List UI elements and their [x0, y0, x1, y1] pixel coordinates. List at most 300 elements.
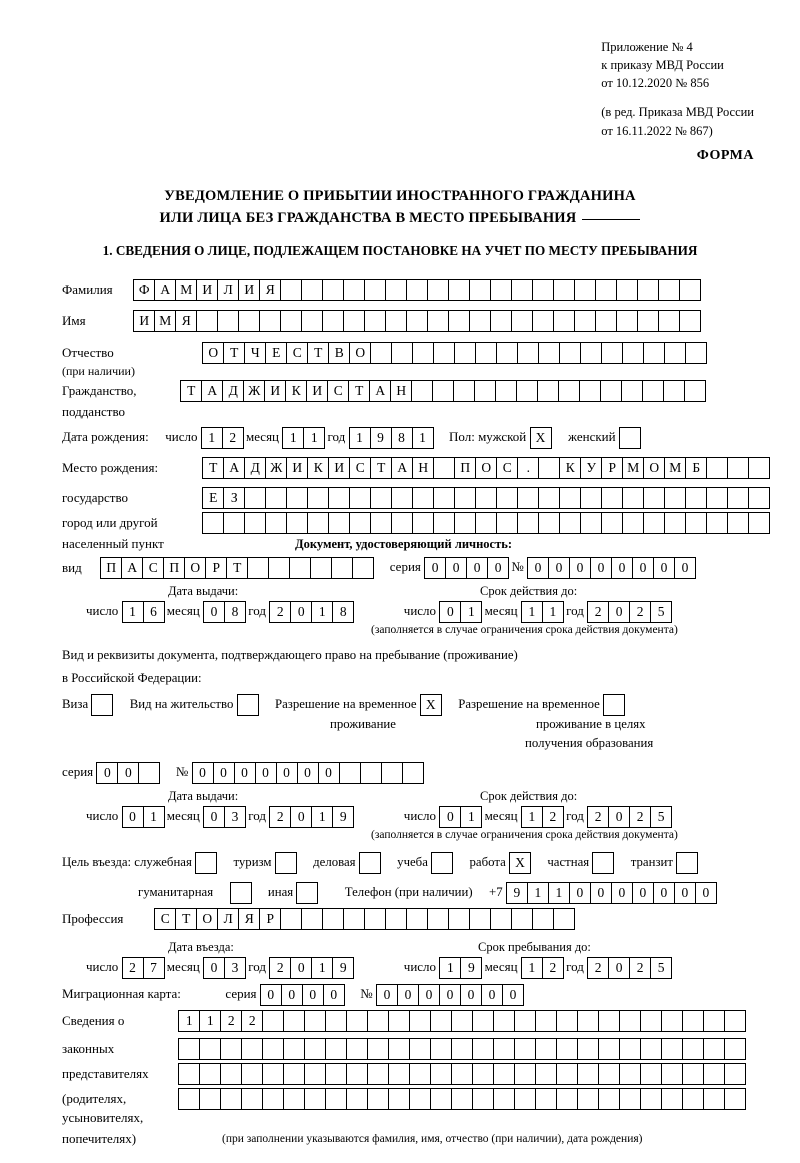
grid-cell[interactable] — [364, 310, 386, 332]
grid-cell[interactable] — [322, 279, 344, 301]
birthplace-line-3-input[interactable] — [202, 512, 769, 534]
grid-cell[interactable] — [364, 908, 386, 930]
grid-cell[interactable] — [559, 342, 581, 364]
grid-cell[interactable] — [322, 310, 344, 332]
grid-cell[interactable] — [247, 557, 269, 579]
grid-cell[interactable] — [343, 310, 365, 332]
grid-cell[interactable] — [262, 1088, 284, 1110]
grid-cell[interactable] — [577, 1010, 599, 1032]
grid-cell[interactable] — [409, 1063, 431, 1085]
migration-series-input[interactable] — [260, 984, 344, 1006]
purpose-tourism-checkbox[interactable] — [275, 852, 297, 874]
grid-cell[interactable]: 0 — [590, 882, 612, 904]
grid-cell[interactable] — [412, 342, 434, 364]
grid-cell[interactable] — [367, 1088, 389, 1110]
grid-cell[interactable] — [559, 487, 581, 509]
grid-cell[interactable] — [556, 1038, 578, 1060]
stay-valid-year-input[interactable] — [587, 806, 671, 828]
grid-cell[interactable] — [411, 380, 433, 402]
grid-cell[interactable] — [475, 487, 497, 509]
grid-cell[interactable]: 1 — [460, 806, 482, 828]
grid-cell[interactable] — [199, 1088, 221, 1110]
grid-cell[interactable] — [538, 342, 560, 364]
stay-series-input[interactable] — [96, 762, 159, 784]
grid-cell[interactable] — [490, 279, 512, 301]
grid-cell[interactable] — [454, 512, 476, 534]
grid-cell[interactable]: О — [184, 557, 206, 579]
grid-cell[interactable] — [640, 1038, 662, 1060]
grid-cell[interactable] — [346, 1063, 368, 1085]
grid-cell[interactable] — [352, 557, 374, 579]
grid-cell[interactable] — [262, 1063, 284, 1085]
grid-cell[interactable] — [325, 1010, 347, 1032]
phone-input[interactable] — [506, 882, 716, 904]
grid-cell[interactable]: 1 — [542, 601, 564, 623]
grid-cell[interactable]: С — [286, 342, 308, 364]
grid-cell[interactable]: 0 — [318, 762, 340, 784]
grid-cell[interactable]: 1 — [412, 427, 434, 449]
grid-cell[interactable] — [517, 342, 539, 364]
grid-cell[interactable]: К — [307, 457, 329, 479]
grid-cell[interactable]: 2 — [587, 806, 609, 828]
entry-day-input[interactable] — [122, 957, 164, 979]
grid-cell[interactable]: Т — [202, 457, 224, 479]
grid-cell[interactable] — [685, 342, 707, 364]
grid-cell[interactable]: 0 — [632, 557, 654, 579]
grid-cell[interactable] — [196, 310, 218, 332]
grid-cell[interactable] — [307, 487, 329, 509]
grid-cell[interactable]: У — [580, 457, 602, 479]
grid-cell[interactable]: 0 — [117, 762, 139, 784]
grid-cell[interactable]: С — [349, 457, 371, 479]
grid-cell[interactable] — [685, 512, 707, 534]
grid-cell[interactable] — [538, 487, 560, 509]
grid-cell[interactable]: 0 — [611, 557, 633, 579]
grid-cell[interactable] — [682, 1063, 704, 1085]
grid-cell[interactable] — [535, 1038, 557, 1060]
grid-cell[interactable]: А — [201, 380, 223, 402]
grid-cell[interactable]: А — [121, 557, 143, 579]
grid-cell[interactable] — [178, 1063, 200, 1085]
doc-issue-day-input[interactable] — [122, 601, 164, 623]
grid-cell[interactable]: 1 — [527, 882, 549, 904]
grid-cell[interactable]: 0 — [290, 806, 312, 828]
grid-cell[interactable] — [727, 457, 749, 479]
grid-cell[interactable]: Ж — [243, 380, 265, 402]
grid-cell[interactable] — [202, 512, 224, 534]
grid-cell[interactable] — [493, 1010, 515, 1032]
grid-cell[interactable]: 0 — [502, 984, 524, 1006]
legal-rep-line-4-input[interactable] — [178, 1088, 745, 1110]
sex-male-checkbox[interactable]: Х — [530, 427, 552, 449]
document-number-input[interactable] — [527, 557, 695, 579]
grid-cell[interactable] — [301, 279, 323, 301]
grid-cell[interactable] — [601, 342, 623, 364]
grid-cell[interactable]: А — [391, 457, 413, 479]
grid-cell[interactable] — [367, 1010, 389, 1032]
grid-cell[interactable] — [577, 1038, 599, 1060]
document-series-input[interactable] — [424, 557, 508, 579]
grid-cell[interactable]: 1 — [460, 601, 482, 623]
grid-cell[interactable] — [679, 310, 701, 332]
grid-cell[interactable] — [475, 342, 497, 364]
grid-cell[interactable]: О — [349, 342, 371, 364]
grid-cell[interactable]: 2 — [629, 957, 651, 979]
grid-cell[interactable]: 7 — [143, 957, 165, 979]
grid-cell[interactable] — [724, 1063, 746, 1085]
grid-cell[interactable]: 5 — [650, 957, 672, 979]
grid-cell[interactable] — [640, 1088, 662, 1110]
grid-cell[interactable]: 1 — [201, 427, 223, 449]
grid-cell[interactable] — [621, 380, 643, 402]
grid-cell[interactable]: 2 — [269, 957, 291, 979]
grid-cell[interactable] — [748, 487, 770, 509]
grid-cell[interactable] — [580, 512, 602, 534]
grid-cell[interactable]: Л — [217, 279, 239, 301]
grid-cell[interactable]: 1 — [143, 806, 165, 828]
grid-cell[interactable] — [370, 512, 392, 534]
birthplace-line-1-input[interactable] — [202, 457, 769, 479]
grid-cell[interactable] — [430, 1088, 452, 1110]
grid-cell[interactable] — [325, 1038, 347, 1060]
grid-cell[interactable]: Р — [259, 908, 281, 930]
grid-cell[interactable]: 0 — [290, 957, 312, 979]
grid-cell[interactable] — [289, 557, 311, 579]
legal-rep-line-3-input[interactable] — [178, 1063, 745, 1085]
grid-cell[interactable]: 8 — [391, 427, 413, 449]
stay-until-day-input[interactable] — [439, 957, 481, 979]
grid-cell[interactable]: 2 — [587, 601, 609, 623]
grid-cell[interactable] — [595, 279, 617, 301]
grid-cell[interactable] — [516, 380, 538, 402]
grid-cell[interactable] — [637, 310, 659, 332]
grid-cell[interactable] — [349, 487, 371, 509]
grid-cell[interactable]: З — [223, 487, 245, 509]
grid-cell[interactable]: 2 — [222, 427, 244, 449]
grid-cell[interactable]: 0 — [695, 882, 717, 904]
grid-cell[interactable] — [517, 512, 539, 534]
grid-cell[interactable]: 1 — [122, 601, 144, 623]
grid-cell[interactable] — [537, 380, 559, 402]
grid-cell[interactable]: 9 — [370, 427, 392, 449]
grid-cell[interactable]: 0 — [445, 557, 467, 579]
grid-cell[interactable] — [598, 1088, 620, 1110]
grid-cell[interactable]: 1 — [521, 957, 543, 979]
grid-cell[interactable] — [514, 1010, 536, 1032]
grid-cell[interactable]: 1 — [199, 1010, 221, 1032]
grid-cell[interactable]: 2 — [269, 806, 291, 828]
grid-cell[interactable] — [616, 310, 638, 332]
grid-cell[interactable] — [598, 1010, 620, 1032]
grid-cell[interactable] — [472, 1010, 494, 1032]
grid-cell[interactable] — [684, 380, 706, 402]
grid-cell[interactable]: 2 — [122, 957, 144, 979]
grid-cell[interactable]: 2 — [269, 601, 291, 623]
grid-cell[interactable]: 0 — [569, 557, 591, 579]
grid-cell[interactable] — [664, 487, 686, 509]
grid-cell[interactable]: Р — [205, 557, 227, 579]
grid-cell[interactable] — [280, 908, 302, 930]
grid-cell[interactable] — [325, 1063, 347, 1085]
grid-cell[interactable]: 2 — [629, 601, 651, 623]
grid-cell[interactable] — [427, 279, 449, 301]
grid-cell[interactable] — [469, 908, 491, 930]
grid-cell[interactable] — [433, 342, 455, 364]
legal-rep-line-1-input[interactable] — [178, 1010, 745, 1032]
grid-cell[interactable]: 0 — [487, 557, 509, 579]
grid-cell[interactable] — [406, 908, 428, 930]
grid-cell[interactable]: 0 — [590, 557, 612, 579]
grid-cell[interactable] — [199, 1038, 221, 1060]
purpose-humanitarian-checkbox[interactable] — [230, 882, 252, 904]
grid-cell[interactable] — [328, 512, 350, 534]
grid-cell[interactable]: Н — [390, 380, 412, 402]
grid-cell[interactable] — [511, 908, 533, 930]
grid-cell[interactable]: М — [175, 279, 197, 301]
grid-cell[interactable] — [619, 1088, 641, 1110]
grid-cell[interactable]: А — [223, 457, 245, 479]
grid-cell[interactable]: 8 — [224, 601, 246, 623]
birth-month-input[interactable] — [282, 427, 324, 449]
residence-permit-checkbox[interactable] — [237, 694, 259, 716]
grid-cell[interactable] — [427, 908, 449, 930]
grid-cell[interactable] — [664, 342, 686, 364]
grid-cell[interactable]: 2 — [629, 806, 651, 828]
grid-cell[interactable]: 0 — [653, 557, 675, 579]
grid-cell[interactable] — [262, 1038, 284, 1060]
grid-cell[interactable]: 0 — [290, 601, 312, 623]
grid-cell[interactable] — [259, 310, 281, 332]
grid-cell[interactable] — [556, 1010, 578, 1032]
grid-cell[interactable] — [538, 457, 560, 479]
doc-valid-month-input[interactable] — [521, 601, 563, 623]
grid-cell[interactable] — [220, 1038, 242, 1060]
grid-cell[interactable] — [493, 1063, 515, 1085]
grid-cell[interactable] — [559, 512, 581, 534]
grid-cell[interactable]: 0 — [611, 882, 633, 904]
grid-cell[interactable] — [220, 1063, 242, 1085]
grid-cell[interactable]: О — [475, 457, 497, 479]
grid-cell[interactable] — [475, 512, 497, 534]
grid-cell[interactable] — [724, 1038, 746, 1060]
grid-cell[interactable]: 0 — [297, 762, 319, 784]
grid-cell[interactable] — [600, 380, 622, 402]
grid-cell[interactable] — [496, 512, 518, 534]
grid-cell[interactable]: С — [142, 557, 164, 579]
grid-cell[interactable]: 0 — [674, 882, 696, 904]
grid-cell[interactable] — [430, 1038, 452, 1060]
grid-cell[interactable]: 2 — [241, 1010, 263, 1032]
grid-cell[interactable] — [679, 279, 701, 301]
grid-cell[interactable] — [304, 1063, 326, 1085]
grid-cell[interactable] — [727, 487, 749, 509]
grid-cell[interactable] — [598, 1038, 620, 1060]
grid-cell[interactable]: И — [196, 279, 218, 301]
grid-cell[interactable] — [370, 487, 392, 509]
grid-cell[interactable]: 8 — [332, 601, 354, 623]
grid-cell[interactable] — [532, 279, 554, 301]
grid-cell[interactable]: М — [154, 310, 176, 332]
grid-cell[interactable] — [301, 908, 323, 930]
grid-cell[interactable] — [402, 762, 424, 784]
grid-cell[interactable]: 0 — [276, 762, 298, 784]
grid-cell[interactable]: А — [369, 380, 391, 402]
grid-cell[interactable] — [532, 310, 554, 332]
grid-cell[interactable] — [325, 1088, 347, 1110]
grid-cell[interactable] — [388, 1088, 410, 1110]
edu-residence-checkbox[interactable] — [603, 694, 625, 716]
grid-cell[interactable] — [262, 1010, 284, 1032]
grid-cell[interactable] — [310, 557, 332, 579]
grid-cell[interactable] — [706, 512, 728, 534]
grid-cell[interactable]: Ж — [265, 457, 287, 479]
grid-cell[interactable]: 5 — [650, 806, 672, 828]
grid-cell[interactable]: 0 — [96, 762, 118, 784]
grid-cell[interactable] — [346, 1088, 368, 1110]
grid-cell[interactable]: Е — [202, 487, 224, 509]
grid-cell[interactable] — [409, 1088, 431, 1110]
grid-cell[interactable] — [601, 487, 623, 509]
grid-cell[interactable]: 0 — [632, 882, 654, 904]
purpose-other-checkbox[interactable] — [296, 882, 318, 904]
grid-cell[interactable] — [241, 1063, 263, 1085]
grid-cell[interactable] — [532, 908, 554, 930]
grid-cell[interactable] — [469, 279, 491, 301]
grid-cell[interactable] — [601, 512, 623, 534]
grid-cell[interactable]: Д — [244, 457, 266, 479]
grid-cell[interactable] — [495, 380, 517, 402]
grid-cell[interactable] — [472, 1063, 494, 1085]
grid-cell[interactable]: 0 — [302, 984, 324, 1006]
grid-cell[interactable] — [595, 310, 617, 332]
purpose-private-checkbox[interactable] — [592, 852, 614, 874]
grid-cell[interactable] — [682, 1088, 704, 1110]
grid-cell[interactable]: Т — [307, 342, 329, 364]
grid-cell[interactable]: 5 — [650, 601, 672, 623]
grid-cell[interactable] — [453, 380, 475, 402]
grid-cell[interactable] — [280, 279, 302, 301]
grid-cell[interactable]: Я — [175, 310, 197, 332]
grid-cell[interactable] — [724, 1010, 746, 1032]
grid-cell[interactable] — [685, 487, 707, 509]
grid-cell[interactable] — [301, 310, 323, 332]
document-kind-input[interactable] — [100, 557, 373, 579]
grid-cell[interactable]: 3 — [224, 957, 246, 979]
birth-year-input[interactable] — [349, 427, 433, 449]
stay-issue-month-input[interactable] — [203, 806, 245, 828]
grid-cell[interactable]: 0 — [653, 882, 675, 904]
grid-cell[interactable]: 0 — [439, 601, 461, 623]
grid-cell[interactable]: Б — [685, 457, 707, 479]
grid-cell[interactable] — [706, 457, 728, 479]
grid-cell[interactable] — [448, 279, 470, 301]
grid-cell[interactable] — [241, 1088, 263, 1110]
grid-cell[interactable]: 1 — [311, 806, 333, 828]
grid-cell[interactable] — [367, 1038, 389, 1060]
migration-number-input[interactable] — [376, 984, 523, 1006]
grid-cell[interactable] — [490, 310, 512, 332]
grid-cell[interactable] — [199, 1063, 221, 1085]
grid-cell[interactable] — [663, 380, 685, 402]
stay-until-month-input[interactable] — [521, 957, 563, 979]
grid-cell[interactable]: М — [664, 457, 686, 479]
stay-valid-day-input[interactable] — [439, 806, 481, 828]
grid-cell[interactable] — [178, 1088, 200, 1110]
grid-cell[interactable]: О — [202, 342, 224, 364]
grid-cell[interactable] — [283, 1088, 305, 1110]
grid-cell[interactable]: Я — [238, 908, 260, 930]
grid-cell[interactable]: 0 — [439, 984, 461, 1006]
grid-cell[interactable] — [661, 1038, 683, 1060]
grid-cell[interactable] — [619, 1010, 641, 1032]
grid-cell[interactable]: 2 — [220, 1010, 242, 1032]
grid-cell[interactable] — [706, 487, 728, 509]
grid-cell[interactable] — [412, 487, 434, 509]
grid-cell[interactable] — [280, 310, 302, 332]
grid-cell[interactable] — [381, 762, 403, 784]
grid-cell[interactable] — [664, 512, 686, 534]
grid-cell[interactable] — [493, 1038, 515, 1060]
grid-cell[interactable] — [579, 380, 601, 402]
legal-rep-line-2-input[interactable] — [178, 1038, 745, 1060]
grid-cell[interactable] — [661, 1010, 683, 1032]
grid-cell[interactable] — [616, 279, 638, 301]
grid-cell[interactable] — [448, 908, 470, 930]
grid-cell[interactable] — [328, 487, 350, 509]
grid-cell[interactable] — [558, 380, 580, 402]
sex-female-checkbox[interactable] — [619, 427, 641, 449]
grid-cell[interactable] — [451, 1063, 473, 1085]
grid-cell[interactable] — [409, 1010, 431, 1032]
entry-month-input[interactable] — [203, 957, 245, 979]
grid-cell[interactable] — [391, 487, 413, 509]
stay-valid-month-input[interactable] — [521, 806, 563, 828]
grid-cell[interactable] — [577, 1063, 599, 1085]
doc-valid-year-input[interactable] — [587, 601, 671, 623]
grid-cell[interactable] — [538, 512, 560, 534]
grid-cell[interactable] — [472, 1038, 494, 1060]
grid-cell[interactable] — [637, 279, 659, 301]
grid-cell[interactable] — [322, 908, 344, 930]
grid-cell[interactable]: 0 — [234, 762, 256, 784]
grid-cell[interactable] — [430, 1010, 452, 1032]
grid-cell[interactable]: 1 — [282, 427, 304, 449]
grid-cell[interactable] — [748, 457, 770, 479]
grid-cell[interactable] — [553, 908, 575, 930]
grid-cell[interactable]: 0 — [203, 957, 225, 979]
grid-cell[interactable] — [283, 1038, 305, 1060]
birthplace-line-2-input[interactable] — [202, 487, 769, 509]
grid-cell[interactable]: В — [328, 342, 350, 364]
grid-cell[interactable] — [307, 512, 329, 534]
grid-cell[interactable]: Т — [348, 380, 370, 402]
grid-cell[interactable] — [391, 342, 413, 364]
grid-cell[interactable] — [370, 342, 392, 364]
grid-cell[interactable]: О — [643, 457, 665, 479]
grid-cell[interactable] — [703, 1088, 725, 1110]
grid-cell[interactable] — [304, 1010, 326, 1032]
grid-cell[interactable]: С — [496, 457, 518, 479]
grid-cell[interactable]: 0 — [255, 762, 277, 784]
grid-cell[interactable]: 9 — [332, 806, 354, 828]
grid-cell[interactable]: Р — [601, 457, 623, 479]
grid-cell[interactable]: 0 — [260, 984, 282, 1006]
grid-cell[interactable]: 2 — [542, 957, 564, 979]
grid-cell[interactable] — [217, 310, 239, 332]
grid-cell[interactable] — [265, 487, 287, 509]
grid-cell[interactable] — [349, 512, 371, 534]
grid-cell[interactable] — [409, 1038, 431, 1060]
